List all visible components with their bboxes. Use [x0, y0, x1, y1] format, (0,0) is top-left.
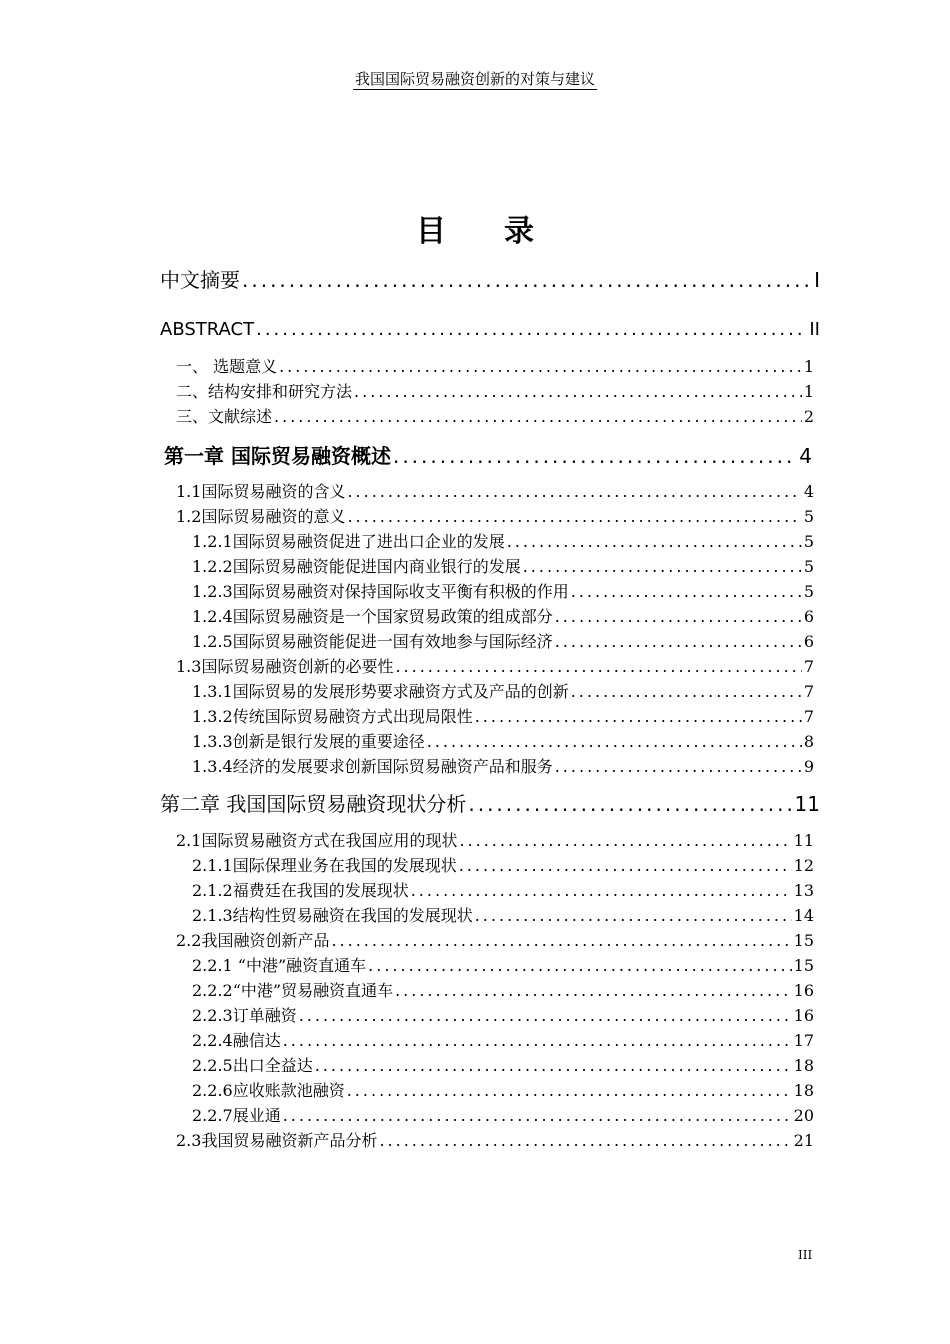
- toc-entry-page: 16: [793, 1006, 814, 1025]
- toc-entry-page: 18: [793, 1056, 814, 1075]
- toc-entry-page: 8: [803, 732, 814, 751]
- toc-entry-label: 2.2.1 “中港”融资直通车: [192, 956, 367, 975]
- toc-entry-label: 2.2.5出口全益达: [192, 1056, 313, 1075]
- toc-entry-label: 1.3.1国际贸易的发展形势要求融资方式及产品的创新: [192, 682, 569, 701]
- toc-entry[interactable]: [192, 556, 814, 578]
- leader-dots: [395, 656, 801, 678]
- toc-entry[interactable]: [192, 631, 814, 653]
- toc-entry-label: 2.2.3订单融资: [192, 1006, 297, 1025]
- leader-dots: [283, 1105, 792, 1127]
- leader-dots: [393, 442, 797, 470]
- toc-entry[interactable]: [176, 381, 814, 403]
- toc-entry-page: 12: [793, 856, 814, 875]
- toc-entry-label: 1.2.4国际贸易融资是一个国家贸易政策的组成部分: [192, 607, 553, 626]
- toc-entry-label: 1.3国际贸易融资创新的必要性: [176, 657, 394, 676]
- leader-dots: [555, 606, 802, 628]
- leader-dots: [347, 506, 801, 528]
- toc-entry-page: 11: [794, 792, 820, 816]
- toc-entry[interactable]: [192, 855, 814, 877]
- toc-entry-page: 6: [803, 607, 814, 626]
- toc-entry-label: 1.2.1国际贸易融资促进了进出口企业的发展: [192, 532, 505, 551]
- toc-entry-label: 1.2国际贸易融资的意义: [176, 507, 346, 526]
- toc-entry-label: 三、文献综述: [176, 407, 273, 426]
- toc-entry-page: 7: [803, 657, 814, 676]
- toc-entry-page: 16: [793, 981, 814, 1000]
- leader-dots: [283, 1030, 792, 1052]
- toc-entry-label: 2.2.4融信达: [192, 1031, 281, 1050]
- toc-entry-label: 2.3我国贸易融资新产品分析: [176, 1131, 378, 1150]
- leader-dots: [555, 631, 802, 653]
- toc-entry-chapter-2[interactable]: [160, 790, 820, 818]
- footer-page-number: III: [798, 1248, 813, 1262]
- toc-entry-label: 2.2我国融资创新产品: [176, 931, 330, 950]
- toc-entry-page: 15: [793, 931, 814, 950]
- toc-entry-page: 5: [803, 532, 814, 551]
- toc-entry-page: 2: [803, 407, 814, 426]
- toc-entry-page: 21: [793, 1131, 814, 1150]
- leader-dots: [242, 266, 812, 294]
- toc-entry-abstract-en[interactable]: [160, 316, 820, 344]
- toc-entry-label: 1.1国际贸易融资的含义: [176, 482, 346, 501]
- leader-dots: [555, 756, 802, 778]
- toc-entry-abstract-cn[interactable]: [160, 266, 820, 294]
- toc-entry-label: 1.2.2国际贸易融资能促进国内商业银行的发展: [192, 557, 521, 576]
- leader-dots: [427, 731, 802, 753]
- leader-dots: [523, 556, 802, 578]
- toc-entry[interactable]: [192, 1005, 814, 1027]
- toc-entry-page: 11: [793, 831, 814, 850]
- toc-entry[interactable]: [176, 1130, 814, 1152]
- toc-entry[interactable]: [176, 406, 814, 428]
- toc-entry-page: 15: [793, 956, 814, 975]
- toc-entry-label: ABSTRACT: [160, 319, 255, 340]
- running-header-title: 我国国际贸易融资创新的对策与建议: [354, 70, 595, 88]
- toc-entry-label: 1.3.4经济的发展要求创新国际贸易融资产品和服务: [192, 757, 553, 776]
- toc-entry[interactable]: [176, 830, 814, 852]
- toc-entry-label: 第一章 国际贸易融资概述: [164, 444, 391, 468]
- toc-entry-label: 2.1国际贸易融资方式在我国应用的现状: [176, 831, 458, 850]
- leader-dots: [347, 1080, 792, 1102]
- toc-entry-label: 第二章 我国国际贸易融资现状分析: [160, 792, 467, 816]
- toc-entry[interactable]: [192, 905, 814, 927]
- toc-entry-label: 一、 选题意义: [176, 357, 278, 376]
- toc-entry[interactable]: [192, 955, 814, 977]
- toc-entry-page: 5: [803, 582, 814, 601]
- toc-title: 目录: [416, 214, 592, 249]
- leader-dots: [256, 316, 807, 344]
- leader-dots: [347, 481, 801, 503]
- toc-entry[interactable]: [192, 706, 814, 728]
- toc-entry-page: 17: [793, 1031, 814, 1050]
- toc-entry[interactable]: [192, 880, 814, 902]
- toc-entry[interactable]: [176, 506, 814, 528]
- toc-entry-page: 14: [793, 906, 814, 925]
- toc-entry[interactable]: [192, 1030, 814, 1052]
- toc-entry-label: 2.1.1国际保理业务在我国的发展现状: [192, 856, 457, 875]
- leader-dots: [279, 356, 802, 378]
- leader-dots: [459, 830, 791, 852]
- toc-entry-label: 2.1.3结构性贸易融资在我国的发展现状: [192, 906, 473, 925]
- toc-entry-label: 1.2.5国际贸易融资能促进一国有效地参与国际经济: [192, 632, 553, 651]
- toc-entry-chapter-1[interactable]: [164, 442, 812, 470]
- toc-entry[interactable]: [176, 656, 814, 678]
- leader-dots: [315, 1055, 792, 1077]
- toc-entry-page: II: [809, 319, 820, 340]
- toc-entry-page: 5: [803, 507, 814, 526]
- toc-entry-page: 9: [803, 757, 814, 776]
- toc-entry-page: 18: [793, 1081, 814, 1100]
- toc-entry[interactable]: [176, 930, 814, 952]
- toc-entry-label: 2.2.2“中港”贸易融资直通车: [192, 981, 394, 1000]
- toc-entry-page: 1: [803, 382, 814, 401]
- toc-entry-label: 2.1.2福费廷在我国的发展现状: [192, 881, 409, 900]
- leader-dots: [331, 930, 791, 952]
- leader-dots: [475, 706, 802, 728]
- leader-dots: [274, 406, 802, 428]
- toc-entry[interactable]: [192, 681, 814, 703]
- leader-dots: [459, 855, 792, 877]
- toc-entry-page: I: [814, 268, 820, 292]
- toc-entry-page: 4: [803, 482, 814, 501]
- toc-entry[interactable]: [176, 356, 814, 378]
- toc-entry[interactable]: [176, 481, 814, 503]
- toc-entry-label: 2.2.6应收账款池融资: [192, 1081, 345, 1100]
- toc-entry[interactable]: [192, 1055, 814, 1077]
- toc-entry[interactable]: [192, 606, 814, 628]
- toc-entry[interactable]: [192, 731, 814, 753]
- toc-entry-page: 7: [803, 682, 814, 701]
- toc-entry[interactable]: [192, 756, 814, 778]
- leader-dots: [354, 381, 802, 403]
- leader-dots: [411, 880, 792, 902]
- leader-dots: [368, 955, 791, 977]
- running-header: [0, 68, 950, 90]
- toc-entry-label: 中文摘要: [160, 268, 240, 292]
- toc-entry-page: 13: [793, 881, 814, 900]
- toc-entry-label: 1.3.2传统国际贸易融资方式出现局限性: [192, 707, 473, 726]
- leader-dots: [468, 790, 792, 818]
- toc-entry-page: 7: [803, 707, 814, 726]
- toc-entry-label: 二、结构安排和研究方法: [176, 382, 353, 401]
- toc-entry-page: 20: [793, 1106, 814, 1125]
- leader-dots: [395, 980, 792, 1002]
- toc-entry-page: 1: [803, 357, 814, 376]
- leader-dots: [507, 531, 802, 553]
- toc-entry-label: 2.2.7展业通: [192, 1106, 281, 1125]
- toc-entry[interactable]: [192, 581, 814, 603]
- toc-entry-page: 4: [799, 444, 812, 468]
- toc-entry[interactable]: [192, 1080, 814, 1102]
- toc-entry-label: 1.2.3国际贸易融资对保持国际收支平衡有积极的作用: [192, 582, 569, 601]
- leader-dots: [571, 681, 802, 703]
- toc-entry[interactable]: [192, 980, 814, 1002]
- toc-entry[interactable]: [192, 1105, 814, 1127]
- leader-dots: [379, 1130, 791, 1152]
- toc-entry-label: 1.3.3创新是银行发展的重要途径: [192, 732, 425, 751]
- leader-dots: [299, 1005, 792, 1027]
- leader-dots: [571, 581, 802, 603]
- toc-entry-page: 6: [803, 632, 814, 651]
- toc-entry[interactable]: [192, 531, 814, 553]
- toc-entry-page: 5: [803, 557, 814, 576]
- leader-dots: [475, 905, 792, 927]
